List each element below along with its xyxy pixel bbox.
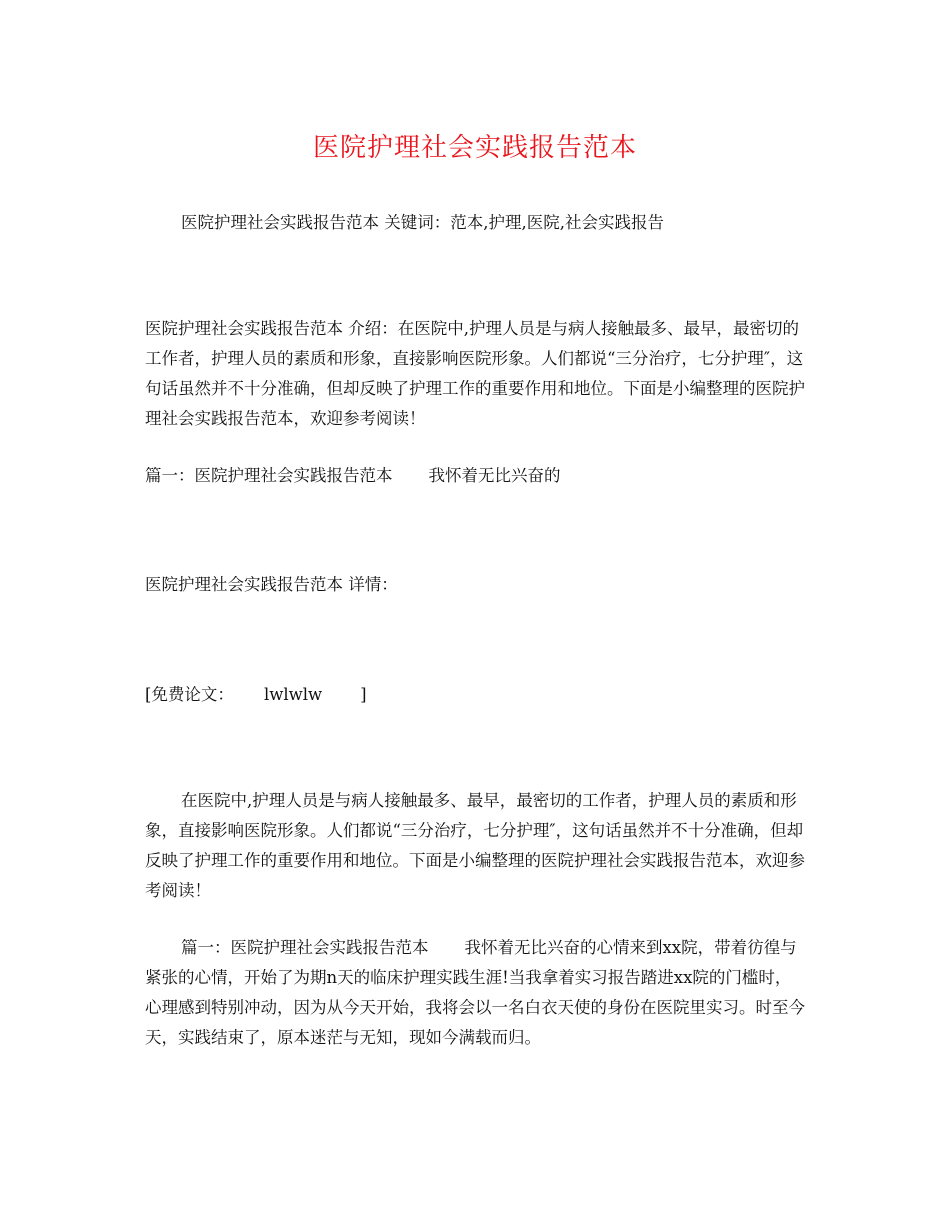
intro-paragraph: 医院护理社会实践报告范本 介绍：在医院中,护理人员是与病人接触最多、最早，最密切的工作者，护理人员的素质和形象，直接影响医院形象。人们都说“三分治疗，七分护理″，这句话虽然并不十分准确，但却反映了护理工作的重要作用和地位。下面是小编整理的医院护理社会实践报告范本，欢迎参考阅读！ bbox=[145, 319, 805, 428]
details-label: 医院护理社会实践报告范本 详情： bbox=[145, 575, 398, 594]
keywords-line: 医院护理社会实践报告范本 关键词：范本,护理,医院,社会实践报告 bbox=[181, 213, 664, 232]
body-paragraph-2 bbox=[145, 933, 805, 1053]
body-paragraph-1: 在医院中,护理人员是与病人接触最多、最早，最密切的工作者，护理人员的素质和形象，直接影响医院形象。人们都说“三分治疗，七分护理″，这句话虽然并不十分准确，但却反映了护理工作的重要作用和地位。下面是小编整理的医院护理社会实践报告范本，欢迎参考阅读！ bbox=[145, 791, 805, 900]
body-paragraph-2-text: 我怀着无比兴奋的心情来到xx院，带着彷徨与紧张的心情，开始了为期n天的临床护理实践生涯!当我拿着实习报告踏进xx院的门槛时，心理感到特别冲动，因为从今天开始，我将会以一名白衣天使的身份在医院里实习。时至今天，实践结束了，原本迷茫与无知，现如今满载而归。 bbox=[145, 938, 805, 1047]
chapter-text: 我怀着无比兴奋的 bbox=[428, 466, 561, 485]
free-paper-close: ] bbox=[360, 685, 367, 704]
chapter-label: 篇一：医院护理社会实践报告范本 bbox=[145, 466, 393, 485]
free-paper-line bbox=[145, 680, 805, 710]
document-title: 医院护理社会实践报告范本 bbox=[312, 133, 637, 163]
chapter-heading-line bbox=[145, 461, 805, 491]
body-paragraph-2-label: 篇一：医院护理社会实践报告范本 bbox=[181, 938, 429, 957]
free-paper-code: lwlwlw bbox=[263, 685, 323, 704]
free-paper-open: [免费论文： bbox=[145, 685, 234, 704]
